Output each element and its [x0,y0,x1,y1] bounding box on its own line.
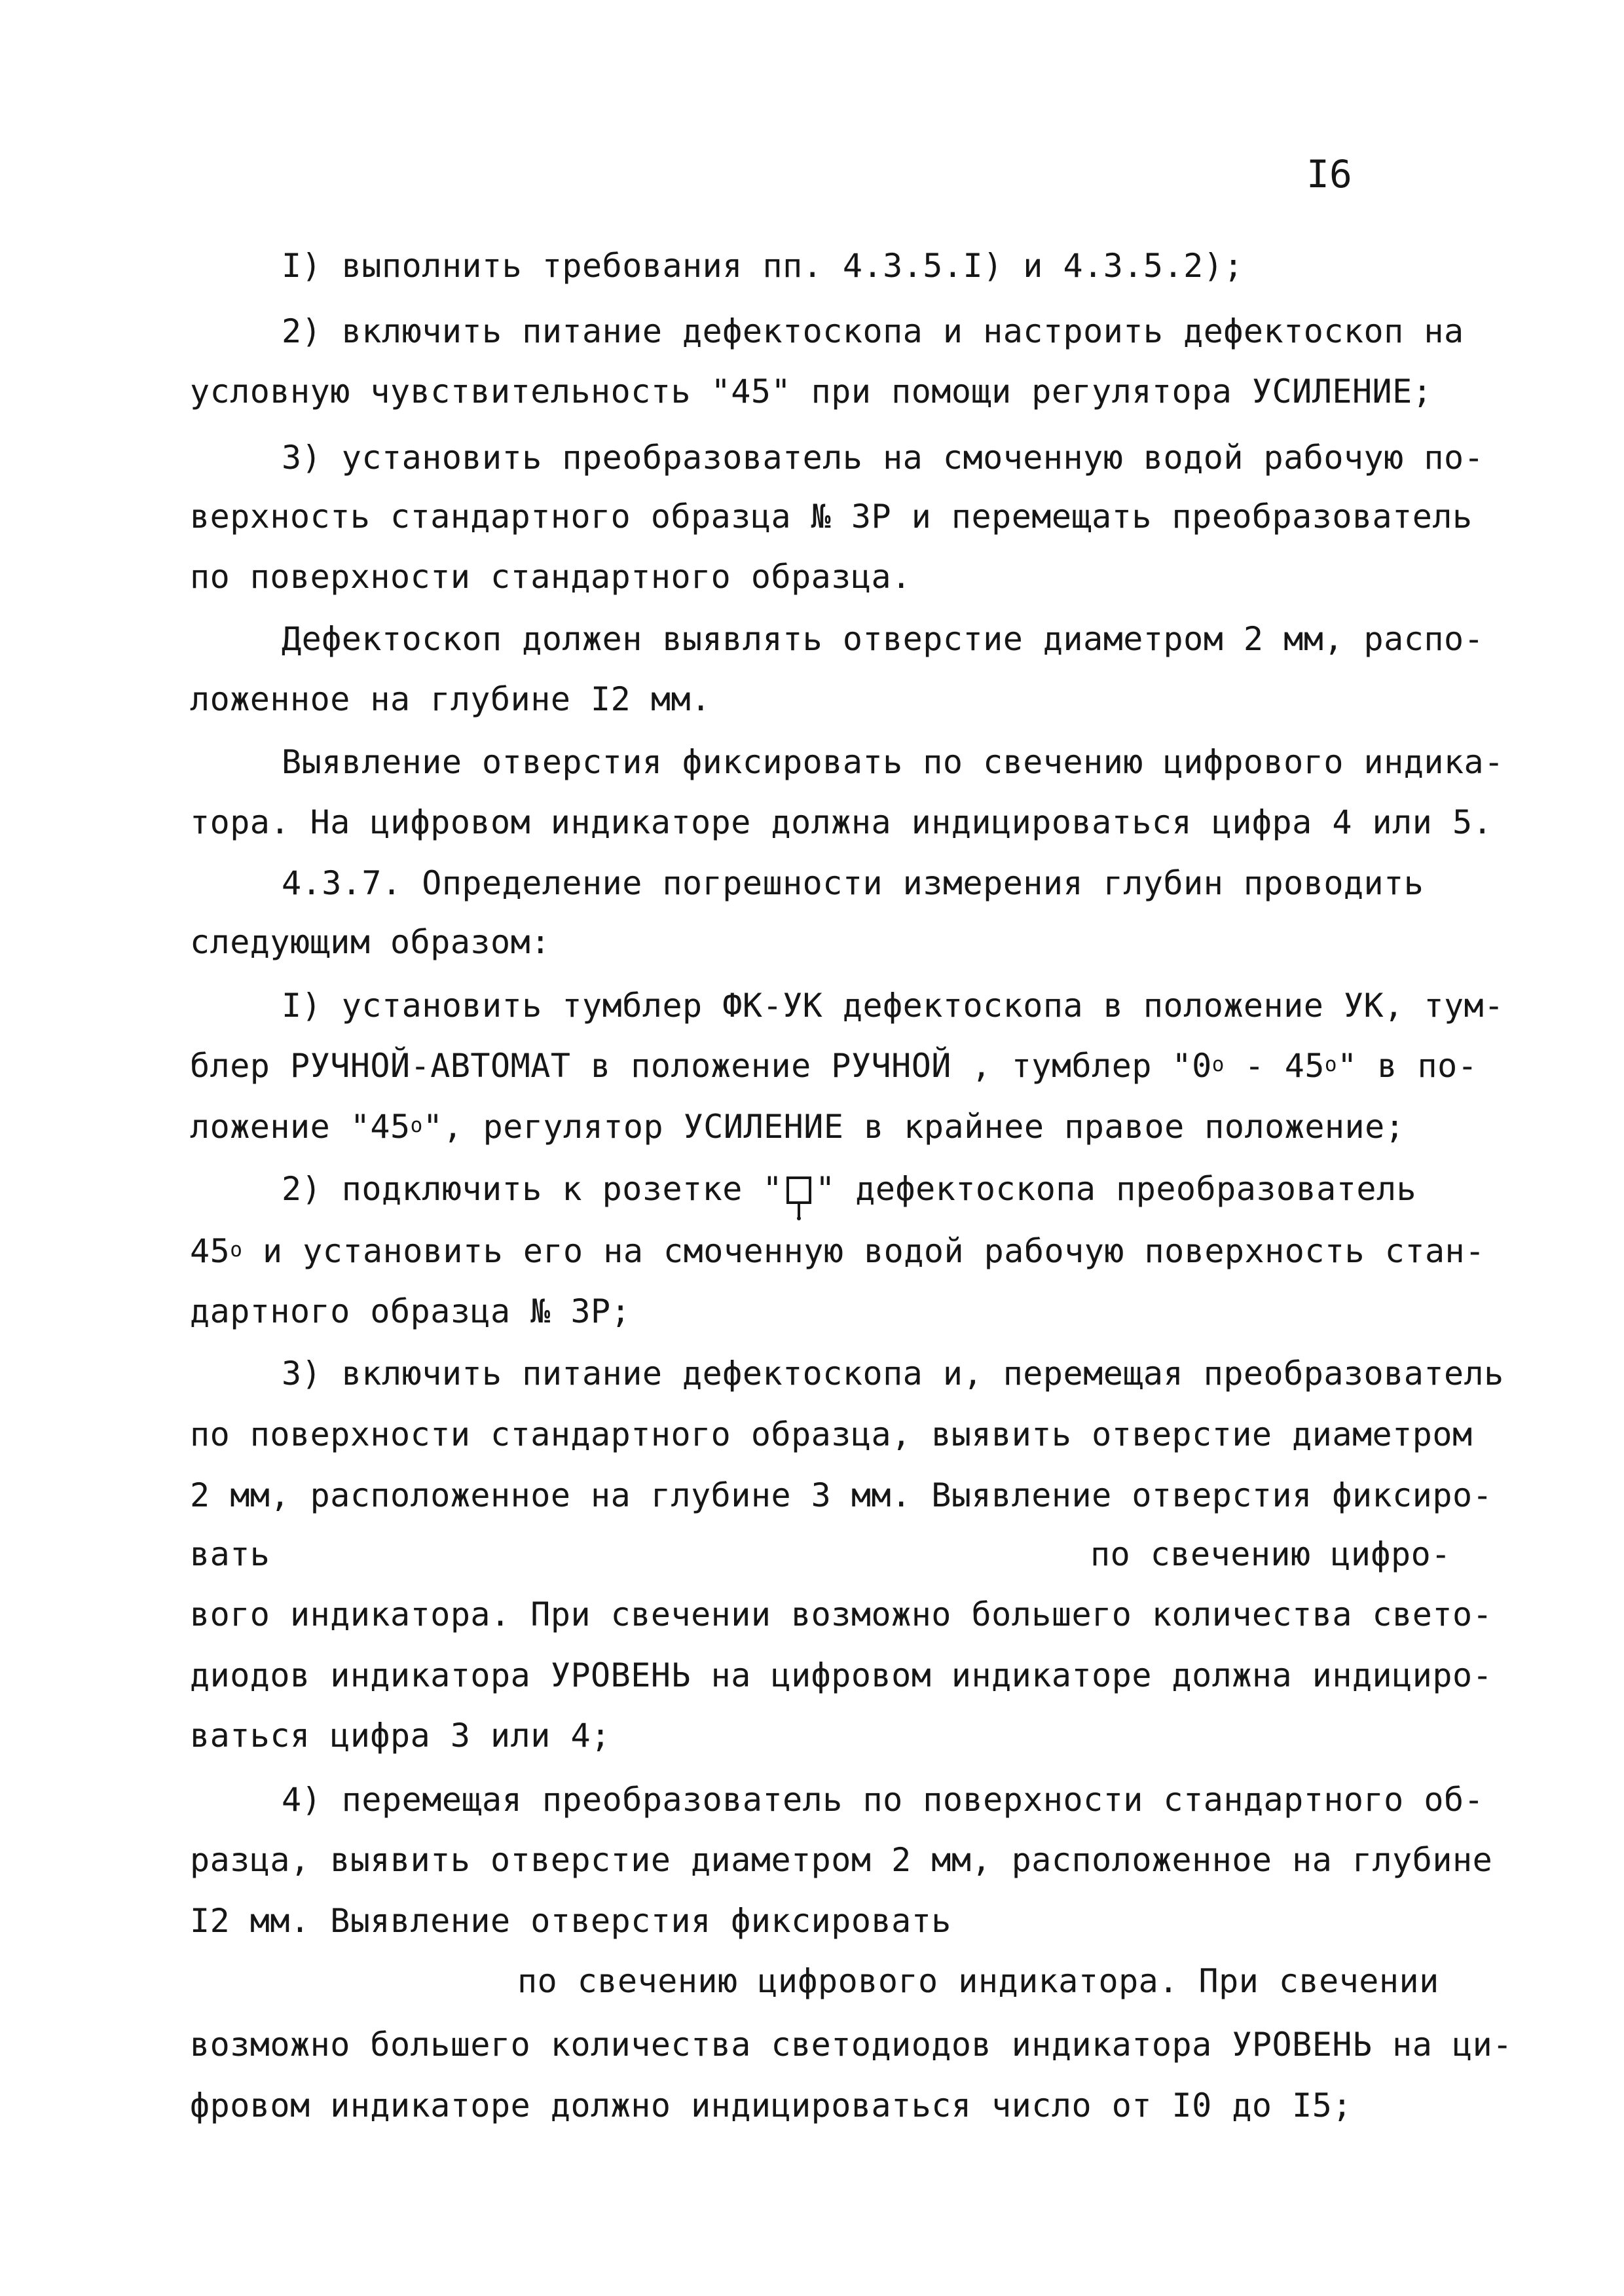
text-line: по свечению цифро- [1090,1535,1451,1573]
text-line: 4.3.7. Определение погрешности измерения глубин проводить [282,864,1424,902]
text-line: разца, выявить отверстие диаметром 2 мм, расположенное на глубине [190,1841,1493,1879]
degree-mark: о [1324,1052,1338,1076]
text-line: вать [190,1535,270,1573]
text-line: 2 мм, расположенное на глубине 3 мм. Выявление отверстия фиксиро- [190,1476,1493,1514]
text-line [190,1231,1485,1271]
text-line [190,1106,1405,1147]
text-line [282,1169,1416,1209]
text-line: тора. На цифровом индикаторе должна индицироваться цифра 4 или 5. [190,803,1493,841]
text-line: Дефектоскоп должен выявлять отверстие диаметром 2 мм, распо- [282,620,1485,658]
text-line: возможно большего количества светодиодов индикатора УРОВЕНЬ на ци- [190,2026,1513,2064]
page-number: I6 [1306,152,1352,196]
socket-icon [784,1176,814,1203]
text-segment: " в по- [1337,1047,1478,1085]
text-line: по свечению цифрового индикатора. При свечении [517,1962,1439,2000]
text-line: диодов индикатора УРОВЕНЬ на цифровом индикаторе должна индициро- [190,1656,1493,1694]
text-line: дартного образца № 3Р; [190,1292,631,1330]
text-line: I2 мм. Выявление отверстия фиксировать [190,1902,951,1940]
text-line: ваться цифра 3 или 4; [190,1717,611,1755]
text-segment: ложение "45 [190,1108,411,1146]
degree-mark: о [230,1237,243,1262]
text-line [190,1046,1477,1086]
text-line: условную чувствительность "45" при помощи регулятора УСИЛЕНИЕ; [190,373,1433,410]
degree-mark: о [1211,1052,1225,1076]
text-line: 3) включить питание дефектоскопа и, перемещая преобразователь [282,1355,1504,1393]
text-line: по поверхности стандартного образца, выявить отверстие диаметром [190,1415,1473,1453]
text-line: по поверхности стандартного образца. [190,558,912,596]
text-line: I) установить тумблер ФК-УК дефектоскопа в положение УК, тум- [282,987,1504,1025]
text-segment: 2) подключить к розетке " [282,1170,783,1208]
text-line: 4) перемещая преобразователь по поверхности стандартного об- [282,1781,1485,1819]
text-segment: " дефектоскопа преобразователь [815,1170,1417,1208]
text-line: вого индикатора. При свечении возможно большего количества свето- [190,1595,1493,1633]
degree-mark: о [410,1113,423,1137]
text-line: 3) установить преобразователь на смоченную водой рабочую по- [282,439,1485,477]
text-line: 2) включить питание дефектоскопа и настроить дефектоскоп на [282,312,1464,350]
text-line: I) выполнить требования пп. 4.3.5.I) и 4.3.5.2); [282,247,1244,285]
text-segment: блер РУЧНОЙ-АВТОМАТ в положение РУЧНОЙ , тумблер "0 [190,1047,1212,1085]
text-line: Выявление отверстия фиксировать по свечению цифрового индика- [282,743,1504,781]
text-segment: ", регулятор УСИЛЕНИЕ в крайнее правое положение; [422,1108,1405,1146]
text-line: фровом индикаторе должно индицироваться число от I0 до I5; [190,2086,1352,2124]
text-segment: - 45 [1224,1047,1325,1085]
text-segment: 45 [190,1232,231,1270]
text-line: следующим образом: [190,923,551,961]
text-segment: и установить его на смоченную водой рабочую поверхность стан- [242,1232,1485,1270]
text-line: верхность стандартного образца № 3Р и перемещать преобразователь [190,498,1473,536]
text-line: ложенное на глубине I2 мм. [190,680,711,718]
